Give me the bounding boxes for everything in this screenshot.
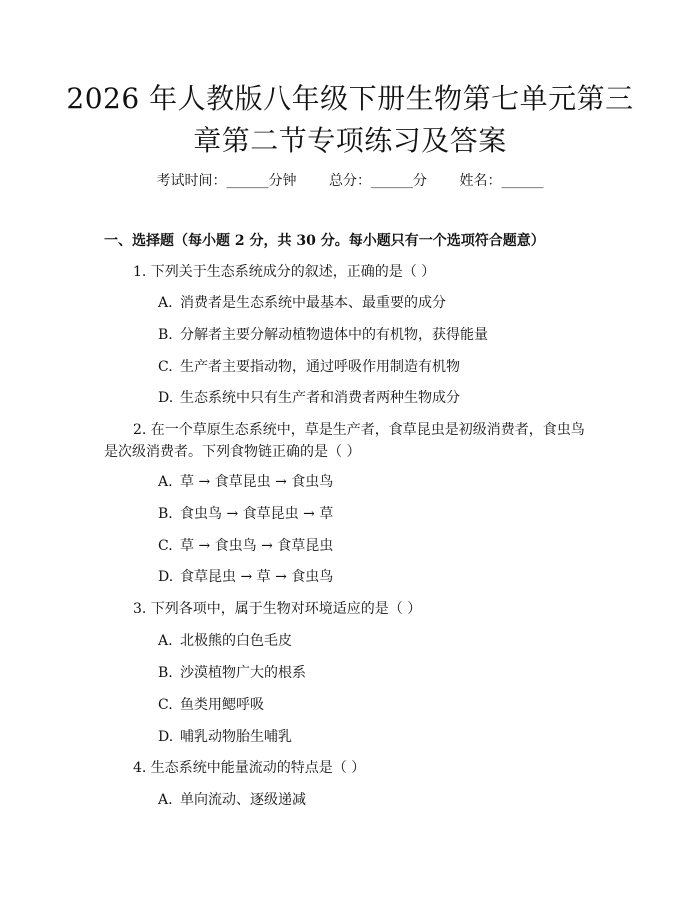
- exam-info-line: [0, 171, 700, 191]
- answer-option: [158, 567, 333, 587]
- option-letter: B.: [158, 327, 173, 343]
- exam-time-field: 考试时间：______分钟: [156, 173, 297, 189]
- option-letter: A.: [158, 792, 173, 808]
- title-line-1: 2026 年人教版八年级下册生物第七单元第三: [66, 82, 634, 115]
- answer-option: [158, 504, 333, 524]
- answer-option: [158, 472, 333, 492]
- option-text: 单向流动、逐级递减: [180, 792, 306, 808]
- option-letter: B.: [158, 665, 173, 681]
- question-stem: 3. 下列各项中，属于生物对环境适应的是（ ）: [133, 601, 422, 617]
- total-score-field: 总分：______分: [329, 173, 427, 189]
- answer-option: [158, 388, 460, 408]
- answer-option: [158, 663, 306, 683]
- page-title: [0, 78, 700, 162]
- question-stem: 2. 在一个草原生态系统中，草是生产者，食草昆虫是初级消费者，食虫鸟是次级消费者。下列食物链正确的是（ ）: [104, 422, 585, 460]
- option-text: 鱼类用鳃呼吸: [180, 697, 264, 713]
- option-text: 消费者是生态系统中最基本、最重要的成分: [180, 295, 446, 311]
- option-text: 哺乳动物胎生哺乳: [180, 729, 292, 745]
- question-stem: 1. 下列关于生态系统成分的叙述，正确的是（ ）: [133, 264, 436, 280]
- option-text: 沙漠植物广大的根系: [180, 665, 306, 681]
- option-letter: D.: [158, 390, 174, 406]
- option-letter: B.: [158, 506, 173, 522]
- option-letter: D.: [158, 729, 174, 745]
- section-heading-choice: 一、选择题（每小题 2 分，共 30 分。每小题只有一个选项符合题意）: [104, 233, 545, 249]
- answer-option: [158, 727, 292, 747]
- option-letter: C.: [158, 359, 173, 375]
- option-text: 食草昆虫 → 草 → 食虫鸟: [180, 569, 334, 585]
- answer-option: [158, 790, 306, 810]
- option-text: 生产者主要指动物，通过呼吸作用制造有机物: [180, 359, 460, 375]
- option-text: 生态系统中只有生产者和消费者两种生物成分: [180, 390, 460, 406]
- answer-option: [158, 357, 460, 377]
- option-text: 分解者主要分解动植物遗体中的有机物，获得能量: [180, 327, 488, 343]
- question-stem-wrapped: [104, 419, 598, 463]
- question-stem: 4. 生态系统中能量流动的特点是（ ）: [133, 760, 366, 776]
- answer-option: [158, 536, 333, 556]
- answer-option: [158, 293, 446, 313]
- title-line-2: 章第二节专项练习及答案: [193, 124, 507, 157]
- option-letter: C.: [158, 697, 173, 713]
- option-text: 食虫鸟 → 食草昆虫 → 草: [180, 506, 334, 522]
- student-name-field: 姓名：______: [459, 173, 544, 189]
- option-letter: D.: [158, 569, 174, 585]
- option-letter: A.: [158, 633, 173, 649]
- answer-option: [158, 695, 264, 715]
- option-text: 草 → 食虫鸟 → 食草昆虫: [180, 538, 334, 554]
- option-text: 北极熊的白色毛皮: [180, 633, 292, 649]
- option-letter: C.: [158, 538, 173, 554]
- answer-option: [158, 325, 488, 345]
- option-text: 草 → 食草昆虫 → 食虫鸟: [180, 474, 334, 490]
- option-letter: A.: [158, 295, 173, 311]
- answer-option: [158, 631, 292, 651]
- option-letter: A.: [158, 474, 173, 490]
